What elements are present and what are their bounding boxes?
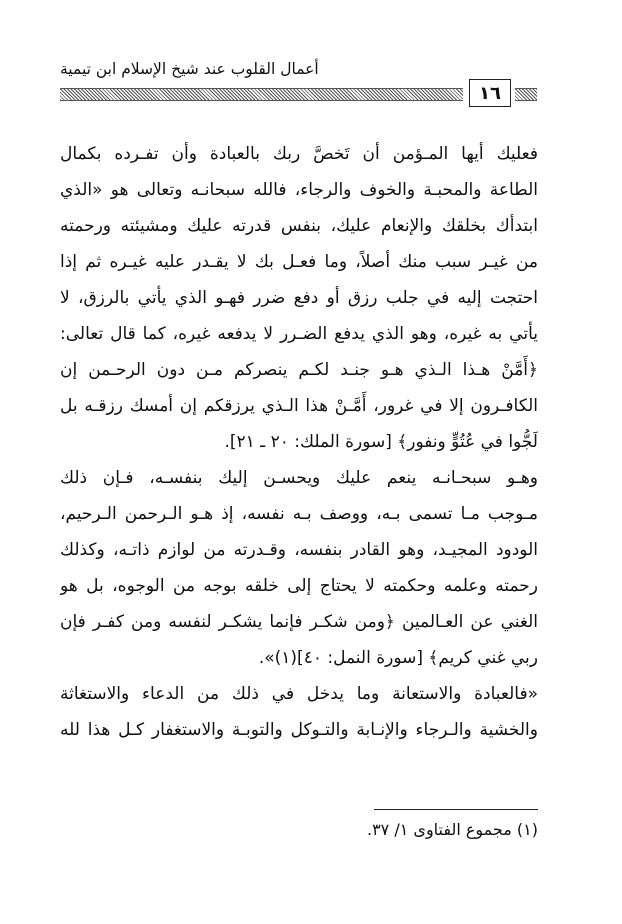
footnote-separator [374, 809, 538, 810]
text-line: والخشية والـرجاء والإنـابة والتـوكل والتوبـة والاستغفار كـل هذا لله [60, 720, 538, 740]
running-title: أعمال القلوب عند شيخ الإسلام ابن تيمية [60, 60, 319, 78]
body-text [60, 136, 538, 748]
text-line: رحمته وعلمه وحكمته لا يحتاج إلى خلقه بوجه من الوجوه، بل هو [60, 576, 538, 596]
header-rule-left [60, 88, 463, 101]
text-line: لَجُّوا في عُتُوٍّ ونفور﴾ [سورة الملك: ٢٠ ـ ٢١]. [224, 432, 538, 452]
footnote: (١) مجموع الفتاوى ١/ ٣٧. [366, 820, 538, 839]
text-line: الغني عن العـالمين ﴿ومن شكـر فإنما يشكـر لنفسه ومن كفـر فإن [60, 612, 538, 632]
text-line: ربي غني كريم﴾ [سورة النمل: ٤٠](١)». [258, 648, 538, 668]
page-number: ١٦ [469, 79, 511, 107]
text-line: الكافـرون إلا في غرور، أَمَّـنْ هذا الـذي يرزقكم إن أمسك رزقـه بل [60, 396, 538, 416]
text-line: احتجت إليه في جلب رزق أو دفع ضرر فهـو الذي يأتي بالرزق، لا [60, 288, 538, 308]
text-line: ﴿أَمَّنْ هـذا الـذي هـو جنـد لكـم ينصركم مـن دون الرحـمن إن [60, 360, 538, 380]
text-line: وهـو سبحـانـه ينعم عليك ويحسـن إليك بنفسـه، فـإن ذلك [60, 468, 538, 488]
text-line: يأتي به غيره، وهو الذي يدفع الضـرر لا يدفعه غيره، كما قال تعالى: [60, 324, 538, 344]
text-line: مـوجب مـا تسمى بـه، ووصف بـه نفسه، إذ هـو الـرحمن الـرحيم، [60, 504, 538, 524]
text-line: «فالعبادة والاستعانة وما يدخل في ذلك من الدعاء والاستغاثة [60, 684, 538, 704]
text-line: ابتدأك بخلقك والإنعام عليك، بنفس قدرته عليك ومشيئته ورحمته [60, 216, 538, 236]
text-line: فعليك أيها المـؤمن أن تَخصَّ ربك بالعبادة وأن تفـرده بكمال [60, 144, 538, 164]
text-line: من غيـر سبب منك أصلاً، وما فعـل بك لا يقـدر عليه غيـره ثم إذا [60, 252, 538, 272]
header-rule-right [515, 88, 537, 101]
text-line: الودود المجيـد، وهو القادر بنفسه، وقـدرته من لوازم ذاتـه، وكذلك [60, 540, 538, 560]
text-line: الطاعة والمحبـة والخوف والرجاء، فالله سبحانـه وتعالى هو «الذي [60, 180, 538, 200]
